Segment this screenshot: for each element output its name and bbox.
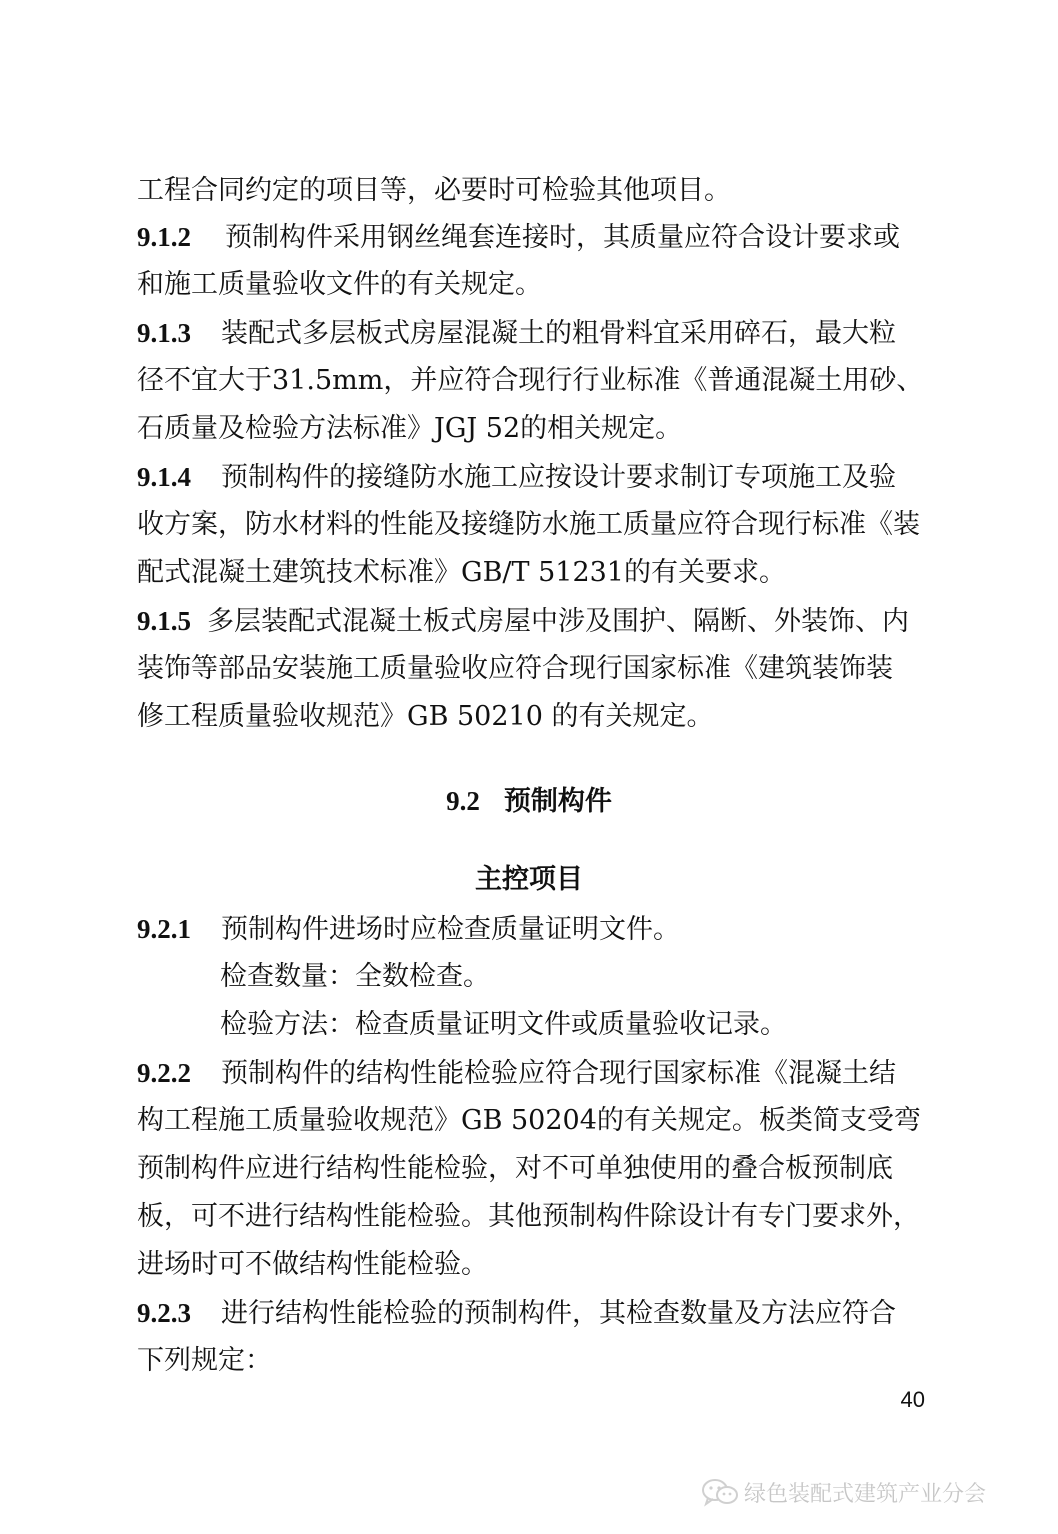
section-title: 预制构件 <box>503 786 612 817</box>
text-line: 预制构件应进行结构性能检验，对不可单独使用的叠合板预制底 <box>137 1153 893 1184</box>
text-line: 装饰等部品安装施工质量验收应符合现行国家标准《建筑装饰装 <box>137 653 893 684</box>
text-line: 径不宜大于31.5mm，并应符合现行行业标准《普通混凝土用砂、 <box>137 365 924 396</box>
page-number: 40 <box>900 1387 925 1412</box>
section-number: 9.2 <box>446 786 480 816</box>
clause-9-1-2: 9.1.2 预制构件采用钢丝绳套连接时，其质量应符合设计要求或 <box>137 219 927 256</box>
text-line: 检验方法：检查质量证明文件或质量验收记录。 <box>220 1009 787 1040</box>
text-line: 构工程施工质量验收规范》GB 50204的有关规定。板类简支受弯 <box>137 1105 921 1136</box>
text-line: 检查数量：全数检查。 <box>220 961 490 992</box>
section-heading <box>0 783 1058 820</box>
text-line: 石质量及检验方法标准》JGJ 52的相关规定。 <box>137 413 683 444</box>
text-line: 和施工质量验收文件的有关规定。 <box>137 269 542 300</box>
wechat-icon <box>700 1477 740 1507</box>
text-line: 收方案，防水材料的性能及接缝防水施工质量应符合现行标准《装 <box>137 509 920 540</box>
clause-9-1-4: 9.1.4 预制构件的接缝防水施工应按设计要求制订专项施工及验 <box>137 459 927 496</box>
clause-9-1-3: 9.1.3 装配式多层板式房屋混凝土的粗骨料宜采用碎石，最大粒 <box>137 315 927 352</box>
clause-9-1-5: 9.1.5 多层装配式混凝土板式房屋中涉及围护、隔断、外装饰、内 <box>137 603 927 640</box>
text-line: 进场时可不做结构性能检验。 <box>137 1249 488 1280</box>
clause-9-2-3: 9.2.3 进行结构性能检验的预制构件，其检查数量及方法应符合 <box>137 1295 927 1332</box>
clause-number: 9.1.2 <box>137 222 191 252</box>
text-line: 下列规定： <box>137 1345 272 1376</box>
text-line: 工程合同约定的项目等，必要时可检验其他项目。 <box>137 175 731 206</box>
clause-number: 9.1.3 <box>137 318 191 348</box>
clause-number: 9.1.5 <box>137 606 191 636</box>
text-line: 修工程质量验收规范》GB 50210 的有关规定。 <box>137 701 714 732</box>
clause-9-2-1: 9.2.1 预制构件进场时应检查质量证明文件。 <box>137 911 927 948</box>
clause-number: 9.1.4 <box>137 462 191 492</box>
clause-number: 9.2.1 <box>137 914 191 944</box>
watermark <box>700 1474 1040 1510</box>
clause-number: 9.2.2 <box>137 1058 191 1088</box>
subsection-heading: 主控项目 <box>475 864 583 895</box>
clause-number: 9.2.3 <box>137 1298 191 1328</box>
clause-9-2-2: 9.2.2 预制构件的结构性能检验应符合现行国家标准《混凝土结 <box>137 1055 927 1092</box>
watermark-text: 绿色装配式建筑产业分会 <box>744 1481 987 1507</box>
text-line: 板，可不进行结构性能检验。其他预制构件除设计有专门要求外， <box>137 1201 920 1232</box>
text-line: 配式混凝土建筑技术标准》GB/T 51231的有关要求。 <box>137 557 786 588</box>
